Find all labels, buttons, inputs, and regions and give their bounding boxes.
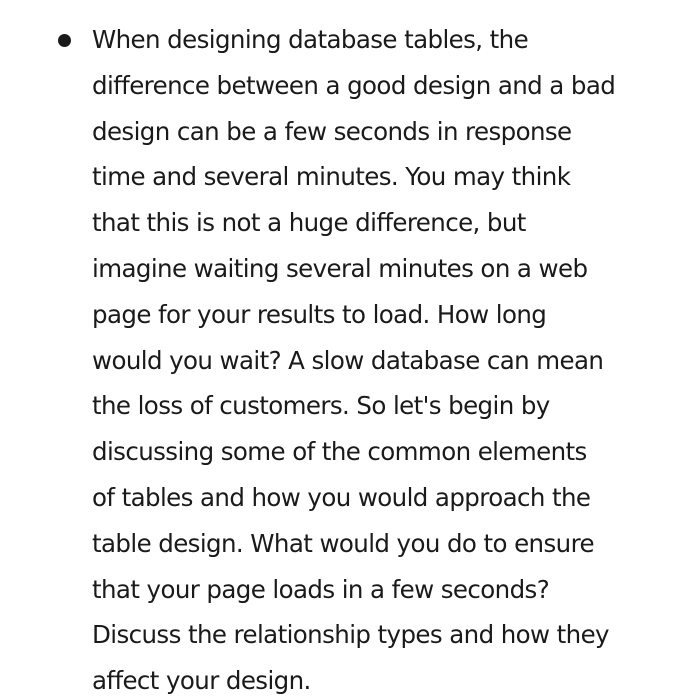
paragraph-line: of tables and how you would approach the <box>92 482 591 512</box>
paragraph-line: would you wait? A slow database can mean <box>92 345 604 375</box>
paragraph-line: that your page loads in a few seconds? <box>92 574 550 604</box>
paragraph-line: design can be a few seconds in response <box>92 116 572 146</box>
paragraph-line: imagine waiting several minutes on a web <box>92 253 588 283</box>
paragraph-line: difference between a good design and a bad <box>92 70 616 100</box>
paragraph-line: affect your design. <box>92 666 311 696</box>
paragraph-line: table design. What would you do to ensure <box>92 528 594 558</box>
paragraph-line: the loss of customers. So let's begin by <box>92 391 550 421</box>
paragraph-line: discussing some of the common elements <box>92 437 587 467</box>
paragraph-line: When designing database tables, the <box>92 25 529 54</box>
paragraph-line: that this is not a huge difference, but <box>92 208 526 238</box>
paragraph-line: Discuss the relationship types and how they <box>92 620 609 650</box>
paragraph-line: time and several minutes. You may think <box>92 162 571 192</box>
question-paragraph <box>92 17 682 700</box>
bullet-dot-icon <box>58 34 71 47</box>
paragraph-line: page for your results to load. How long <box>92 299 547 329</box>
